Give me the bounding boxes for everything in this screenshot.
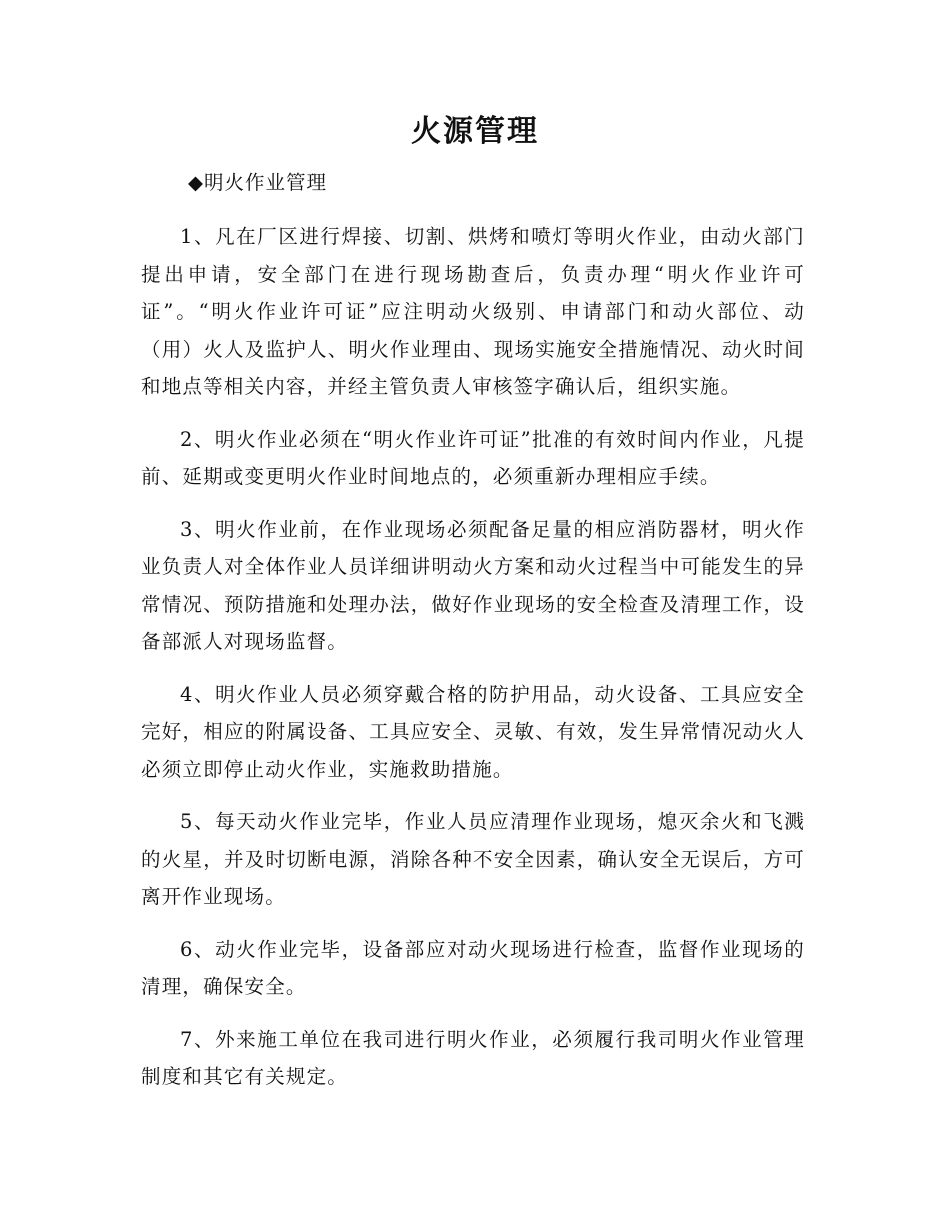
section-heading: ◆明火作业管理 (188, 171, 327, 194)
paragraph-4: 4、明火作业人员必须穿戴合格的防护用品，动火设备、工具应安全完好，相应的附属设备、工具应安全、灵敏、有效，发生异常情况动火人必须立即停止动火作业，实施救助措施。 (141, 682, 805, 781)
document-body (141, 218, 805, 1111)
paragraph-3: 3、明火作业前，在作业现场必须配备足量的相应消防器材，明火作业负责人对全体作业人员详细讲明动火方案和动火过程当中可能发生的异常情况、预防措施和处理办法，做好作业现场的安全检查及清理工作，设备部派人对现场监督。 (141, 517, 805, 653)
paragraph-7: 7、外来施工单位在我司进行明火作业，必须履行我司明火作业管理制度和其它有关规定。 (141, 1027, 805, 1088)
paragraph-1: 1、凡在厂区进行焊接、切割、烘烤和喷灯等明火作业，由动火部门提出申请，安全部门在进行现场勘查后，负责办理“明火作业许可证”。“明火作业许可证”应注明动火级别、申请部门和动火部位、动（用）火人及监护人、明火作业理由、现场实施安全措施情况、动火时间和地点等相关内容，并经主管负责人审核签字确认后，组织实施。 (141, 225, 805, 398)
paragraph-6: 6、动火作业完毕，设备部应对动火现场进行检查，监督作业现场的清理，确保安全。 (141, 937, 805, 998)
paragraph-5: 5、每天动火作业完毕，作业人员应清理作业现场，熄灭余火和飞溅的火星，并及时切断电源，消除各种不安全因素，确认安全无误后，方可离开作业现场。 (141, 810, 805, 908)
document-title: 火源管理 (411, 114, 539, 149)
paragraph-2: 2、明火作业必须在“明火作业许可证”批准的有效时间内作业，凡提前、延期或变更明火作业时间地点的，必须重新办理相应手续。 (141, 427, 805, 488)
